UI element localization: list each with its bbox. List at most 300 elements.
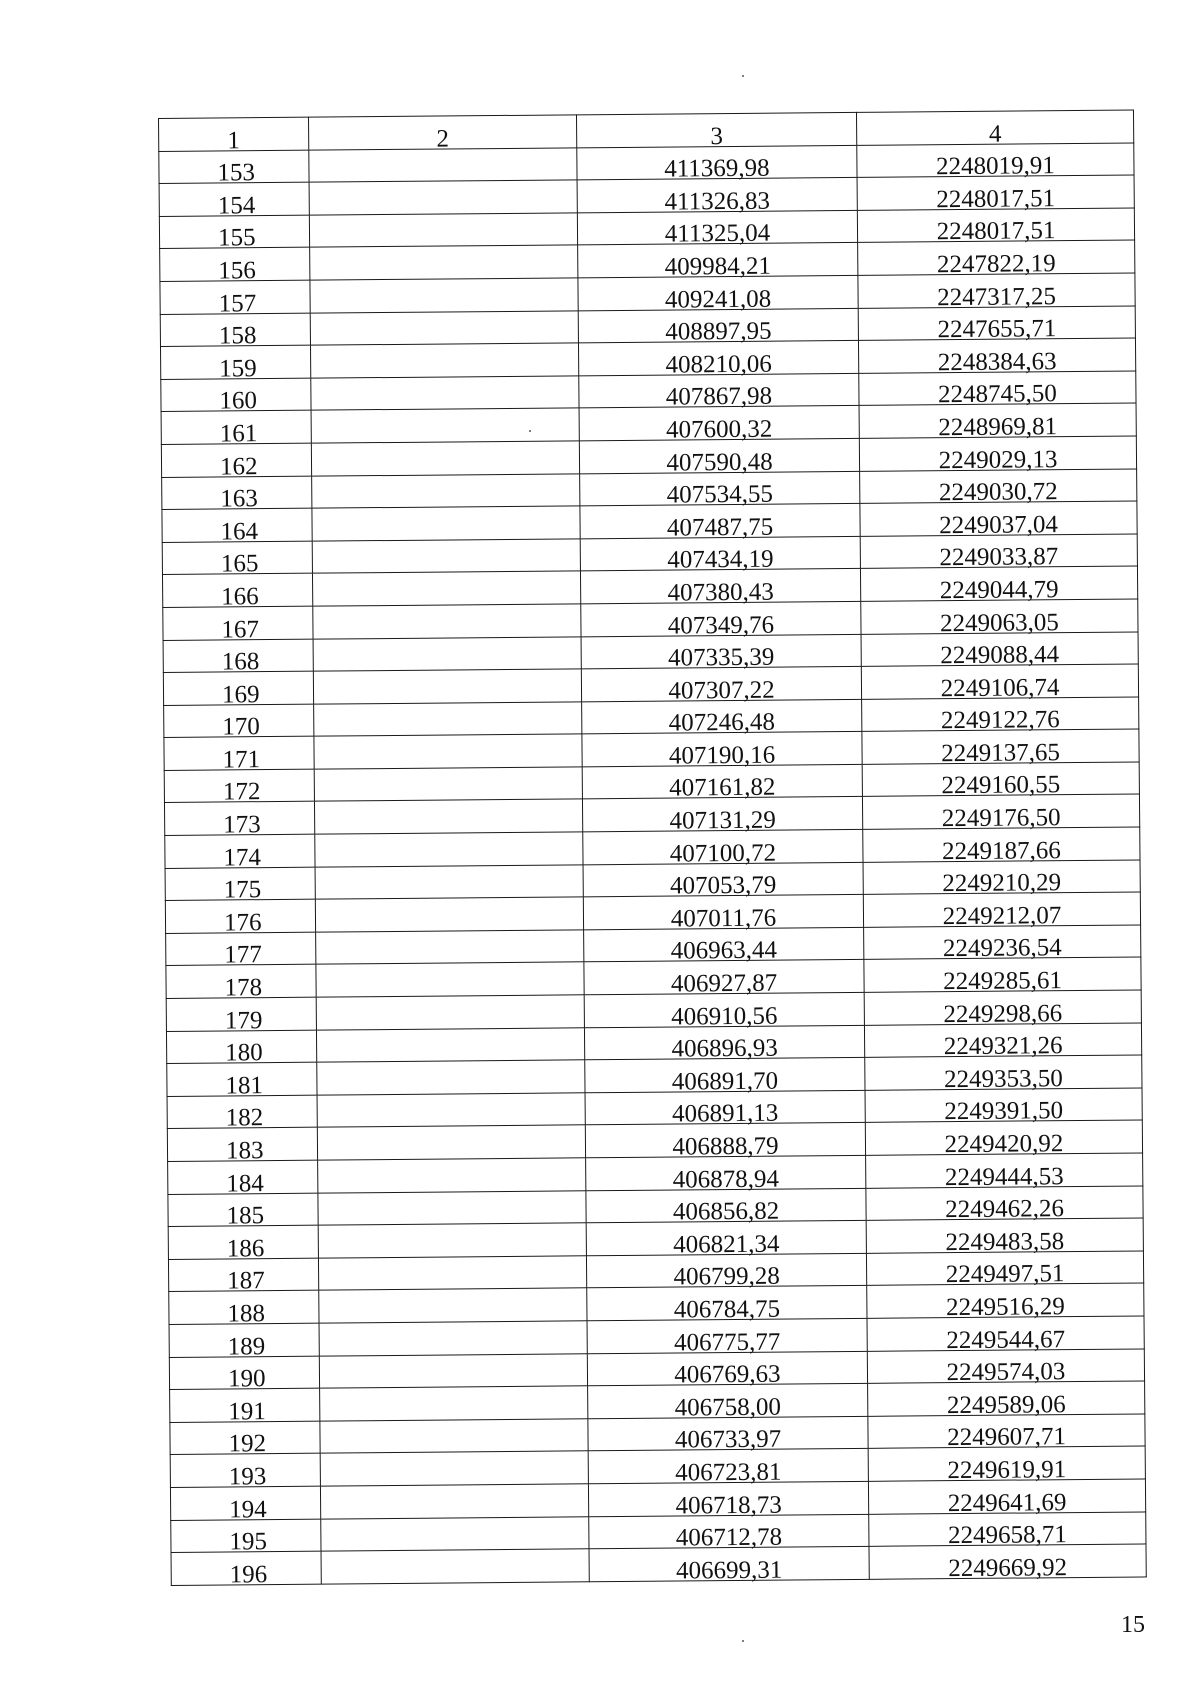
table-cell: [169, 1291, 319, 1328]
header-cell: [576, 112, 856, 150]
cell-value: 2249029,13: [938, 445, 1058, 474]
table-cell: [310, 310, 578, 345]
cell-value: 196: [229, 1560, 268, 1589]
table-cell: [312, 539, 580, 574]
cell-value: 406891,13: [671, 1100, 779, 1128]
table-cell: [311, 376, 579, 411]
table-cell: [857, 175, 1134, 213]
table-cell: [859, 403, 1136, 442]
table-cell: [317, 1125, 585, 1160]
cell-value: 407307,22: [668, 676, 775, 705]
cell-value: 407434,19: [667, 545, 774, 574]
table-cell: [168, 1258, 318, 1295]
cell-value: 407380,43: [667, 578, 774, 607]
header-label: 1: [227, 126, 241, 154]
table-cell: [319, 1353, 587, 1388]
table-cell: [312, 473, 580, 508]
table-cell: [168, 1225, 318, 1263]
header-label: 3: [710, 122, 724, 150]
cell-value: 2249298,66: [943, 999, 1063, 1028]
table-cell: [161, 443, 311, 481]
table-cell: [579, 438, 859, 477]
header-cell: [159, 117, 309, 154]
cell-value: 406910,56: [671, 1002, 778, 1031]
cell-value: 406784,75: [673, 1295, 781, 1324]
table-cell: [167, 1062, 317, 1100]
cell-value: 180: [225, 1039, 263, 1067]
table-cell: [310, 278, 578, 313]
cell-value: 188: [227, 1300, 266, 1328]
cell-value: 2249658,71: [947, 1521, 1067, 1550]
table-cell: [318, 1256, 586, 1291]
table-cell: [160, 248, 310, 285]
table-cell: [311, 441, 579, 476]
cell-value: 184: [226, 1169, 264, 1198]
cell-value: 2249160,55: [941, 771, 1061, 800]
cell-value: 172: [222, 778, 261, 806]
cell-value: 169: [221, 680, 260, 709]
table-cell: [309, 147, 577, 182]
header-label: 4: [988, 120, 1002, 148]
table-cell: [584, 960, 864, 998]
cell-value: 179: [224, 1006, 263, 1035]
table-cell: [866, 1251, 1143, 1289]
cell-value: 411325,04: [664, 220, 771, 248]
cell-value: 191: [228, 1397, 266, 1426]
cell-value: 160: [219, 387, 258, 415]
cell-value: 2249037,04: [939, 510, 1059, 539]
table-cell: [869, 1511, 1146, 1550]
table-cell: [584, 927, 864, 965]
cell-value: 407161,82: [669, 774, 776, 803]
table-cell: [863, 860, 1140, 898]
table-cell: [581, 666, 861, 705]
cell-value: 2249497,51: [945, 1260, 1065, 1289]
table-cell: [159, 182, 309, 220]
table-cell: [585, 1123, 865, 1161]
table-cell: [583, 829, 863, 868]
cell-value: 164: [220, 517, 259, 546]
cell-value: 177: [224, 941, 262, 969]
table-cell: [861, 599, 1138, 637]
table-cell: [161, 411, 311, 448]
cell-value: 2249137,65: [941, 739, 1061, 768]
table-cell: [863, 827, 1140, 865]
table-cell: [868, 1381, 1145, 1419]
cell-value: 408210,06: [665, 350, 772, 379]
table-cell: [579, 373, 859, 411]
table-cell: [580, 536, 860, 574]
cell-value: 2249106,74: [940, 673, 1060, 702]
table-cell: [582, 699, 862, 737]
table-cell: [162, 573, 312, 611]
table-cell: [313, 636, 581, 671]
table-cell: [586, 1155, 866, 1194]
cell-value: 2247317,25: [937, 282, 1057, 311]
cell-value: 406758,00: [674, 1393, 782, 1422]
cell-value: 195: [229, 1528, 268, 1556]
table-cell: [864, 990, 1141, 1028]
table-cell: [577, 178, 857, 216]
table-cell: [316, 1027, 584, 1062]
table-cell: [160, 345, 310, 383]
cell-value: 162: [219, 452, 258, 481]
table-cell: [163, 639, 313, 676]
table-cell: [314, 767, 582, 802]
cell-value: 2249212,07: [942, 901, 1062, 931]
table-cell: [866, 1153, 1143, 1191]
table-cell: [861, 664, 1138, 702]
cell-value: 406896,93: [671, 1034, 778, 1063]
table-cell: [579, 406, 859, 444]
table-cell: [577, 145, 857, 183]
table-cell: [314, 799, 582, 834]
cell-value: 2249088,44: [940, 641, 1060, 670]
table-cell: [588, 1449, 868, 1487]
table-cell: [868, 1414, 1145, 1452]
table-cell: [164, 769, 314, 806]
page-number: 15: [1121, 1612, 1145, 1638]
table-cell: [313, 669, 581, 704]
cell-value: 163: [220, 485, 258, 513]
scan-speck: [742, 75, 744, 77]
cell-value: 166: [221, 583, 259, 611]
table-cell: [168, 1160, 318, 1198]
table-cell: [588, 1481, 868, 1520]
cell-value: 2249122,76: [940, 706, 1060, 735]
cell-value: 186: [226, 1234, 265, 1263]
table-cell: [587, 1351, 867, 1389]
table-cell: [864, 957, 1141, 996]
table-cell: [866, 1186, 1143, 1224]
table-cell: [586, 1221, 866, 1259]
cell-value: 407011,76: [670, 904, 777, 933]
cell-value: 408897,95: [665, 317, 772, 346]
table-cell: [165, 834, 315, 872]
table-cell: [582, 732, 862, 770]
table-cell: [169, 1323, 319, 1361]
table-cell: [578, 308, 858, 346]
table-cell: [582, 764, 862, 803]
table-cell: [858, 240, 1135, 279]
table-cell: [159, 215, 309, 252]
table-cell: [859, 371, 1136, 409]
table-cell: [587, 1286, 867, 1324]
table-cell: [583, 895, 863, 933]
cell-value: 406878,94: [672, 1165, 780, 1194]
table-cell: [577, 210, 857, 248]
table-cell: [866, 1218, 1143, 1256]
cell-value: 2249444,53: [944, 1162, 1064, 1191]
table-cell: [586, 1188, 866, 1226]
cell-value: 411326,83: [664, 187, 771, 216]
table-cell: [320, 1386, 588, 1421]
table-body: [159, 110, 1147, 1589]
table-cell: [162, 508, 312, 546]
cell-value: 2247822,19: [936, 250, 1056, 279]
table-cell: [316, 995, 584, 1030]
cell-value: 2248017,51: [936, 217, 1056, 246]
table-cell: [166, 997, 316, 1035]
cell-value: 409984,21: [664, 252, 772, 281]
cell-value: 2249589,06: [946, 1390, 1066, 1419]
table-cell: [162, 541, 312, 578]
cell-value: 2248745,50: [937, 380, 1057, 409]
cell-value: 2248017,51: [936, 184, 1056, 213]
header-cell: [308, 115, 576, 153]
cell-value: 156: [218, 257, 256, 285]
cell-value: 407190,16: [668, 741, 776, 770]
table-cell: [863, 892, 1140, 931]
table-cell: [167, 1095, 317, 1132]
table-cell: [159, 150, 309, 187]
cell-value: 2249619,91: [947, 1456, 1067, 1485]
table-cell: [865, 1088, 1142, 1126]
cell-value: 190: [227, 1365, 266, 1393]
cell-value: 159: [219, 354, 257, 383]
cell-value: 194: [229, 1495, 267, 1523]
table-cell: [858, 338, 1135, 376]
table-cell: [585, 1090, 865, 1128]
cell-value: 167: [221, 615, 260, 643]
table-cell: [170, 1453, 320, 1491]
table-cell: [580, 569, 860, 607]
cell-value: 2249607,71: [947, 1423, 1067, 1452]
table-cell: [858, 273, 1135, 311]
cell-value: 165: [220, 550, 259, 578]
cell-value: 154: [217, 191, 256, 220]
table-cell: [320, 1419, 588, 1454]
cell-value: 2249516,29: [945, 1293, 1065, 1322]
table-cell: [161, 378, 311, 415]
cell-value: 407600,32: [665, 415, 773, 444]
table-cell: [864, 1023, 1141, 1061]
cell-value: 406888,79: [672, 1132, 779, 1161]
table-cell: [584, 992, 864, 1031]
cell-value: 171: [222, 746, 261, 774]
cell-value: 406927,87: [670, 969, 778, 998]
table-cell: [309, 213, 577, 248]
table-cell: [318, 1158, 586, 1193]
table-cell: [171, 1551, 321, 1589]
table-cell: [588, 1416, 868, 1454]
cell-value: 2249574,03: [946, 1358, 1066, 1387]
table-cell: [581, 601, 861, 640]
cell-value: 406712,78: [675, 1523, 783, 1552]
cell-value: 155: [217, 224, 256, 252]
cell-value: 168: [221, 648, 260, 676]
cell-value: 175: [223, 876, 262, 904]
cell-value: 2249187,66: [941, 836, 1061, 865]
table-cell: [862, 794, 1139, 833]
table-cell: [587, 1318, 867, 1357]
cell-value: 170: [222, 713, 260, 741]
table-cell: [588, 1384, 868, 1422]
table-cell: [321, 1516, 589, 1551]
table-cell: [860, 566, 1137, 605]
cell-value: 406769,63: [674, 1360, 781, 1389]
header-cell: [856, 110, 1133, 148]
table-cell: [581, 634, 861, 672]
table-cell: [170, 1486, 320, 1523]
cell-value: 2249210,29: [942, 869, 1062, 898]
table-cell: [868, 1479, 1145, 1517]
table-cell: [166, 1030, 316, 1067]
table-cell: [318, 1190, 586, 1225]
cell-value: 406821,34: [673, 1230, 780, 1259]
table-cell: [314, 734, 582, 769]
table-cell: [311, 408, 579, 443]
table-cell: [580, 504, 860, 542]
cell-value: 182: [225, 1104, 264, 1132]
table-cell: [862, 697, 1139, 735]
table-cell: [169, 1356, 319, 1393]
cell-value: 406723,81: [675, 1458, 782, 1487]
cell-value: 181: [225, 1071, 264, 1100]
cell-value: 2249483,58: [945, 1227, 1065, 1256]
cell-value: 409241,08: [664, 285, 772, 314]
cell-value: 407349,76: [667, 611, 775, 640]
cell-value: 2249391,50: [944, 1097, 1064, 1126]
table-cell: [859, 436, 1136, 474]
cell-value: 2247655,71: [937, 315, 1057, 344]
cell-value: 406733,97: [674, 1425, 782, 1454]
cell-value: 161: [219, 420, 258, 448]
cell-value: 173: [223, 811, 261, 839]
table-cell: [318, 1223, 586, 1258]
table-cell: [164, 736, 314, 774]
header-label: 2: [436, 125, 450, 153]
table-cell: [312, 506, 580, 541]
coordinates-table: [158, 109, 1147, 1589]
cell-value: 2248384,63: [937, 347, 1057, 376]
cell-value: 2249321,26: [943, 1032, 1063, 1061]
table-cell: [316, 930, 584, 965]
cell-value: 407534,55: [666, 480, 774, 509]
table-cell: [857, 143, 1134, 181]
table-cell: [589, 1546, 869, 1585]
cell-value: 406799,28: [673, 1262, 780, 1291]
table-cell: [315, 864, 583, 899]
cell-value: 2249353,50: [943, 1064, 1063, 1093]
table-cell: [585, 1058, 865, 1096]
cell-value: 406699,31: [675, 1556, 783, 1585]
table-cell: [164, 704, 314, 741]
cell-value: 407100,72: [669, 839, 777, 868]
cell-value: 411369,98: [664, 154, 770, 183]
table-cell: [166, 965, 316, 1002]
table-cell: [321, 1549, 589, 1584]
table-cell: [864, 925, 1141, 963]
table-cell: [578, 275, 858, 314]
table-cell: [170, 1421, 320, 1458]
table-cell: [316, 962, 584, 997]
table-cell: [310, 245, 578, 280]
table-cell: [865, 1055, 1142, 1093]
table-cell: [163, 606, 313, 643]
table-cell: [319, 1288, 587, 1323]
table-cell: [860, 501, 1137, 539]
cell-value: 406856,82: [672, 1197, 780, 1226]
cell-value: 157: [218, 289, 257, 318]
table-cell: [165, 899, 315, 937]
cell-value: 158: [218, 322, 257, 350]
cell-value: 2249030,72: [938, 478, 1058, 507]
cell-value: 2249669,92: [948, 1553, 1068, 1582]
table-cell: [857, 208, 1134, 246]
table-cell: [163, 671, 313, 709]
table-cell: [867, 1316, 1144, 1354]
table-cell: [313, 604, 581, 639]
cell-value: 2249462,26: [945, 1195, 1065, 1224]
table-cell: [869, 1544, 1146, 1582]
table-cell: [160, 280, 310, 318]
table-cell: [315, 832, 583, 867]
cell-value: 178: [224, 974, 263, 1002]
table-cell: [858, 306, 1135, 344]
table-cell: [171, 1519, 321, 1556]
table-cell: [578, 243, 858, 281]
table-cell: [586, 1253, 866, 1291]
cell-value: 2249063,05: [939, 608, 1059, 637]
table-cell: [317, 1093, 585, 1128]
cell-value: 2249641,69: [947, 1488, 1067, 1517]
cell-value: 185: [226, 1202, 265, 1230]
cell-value: 2249544,67: [946, 1325, 1066, 1354]
cell-value: 407053,79: [669, 871, 777, 900]
table-cell: [861, 631, 1138, 670]
table-cell: [862, 729, 1139, 768]
table-cell: [582, 797, 862, 835]
table-cell: [867, 1283, 1144, 1322]
table-cell: [320, 1451, 588, 1486]
table-cell: [319, 1321, 587, 1356]
cell-value: 407590,48: [666, 448, 773, 477]
table-cell: [310, 343, 578, 378]
cell-value: 2248969,81: [938, 413, 1058, 442]
cell-value: 406963,44: [670, 937, 778, 965]
cell-value: 2249176,50: [941, 804, 1061, 833]
cell-value: 153: [217, 159, 256, 187]
scan-speck: [742, 1640, 744, 1642]
cell-value: 407487,75: [666, 513, 774, 542]
cell-value: 407335,39: [667, 643, 775, 672]
cell-value: 407131,29: [669, 806, 776, 835]
cell-value: 2248019,91: [935, 152, 1055, 181]
cell-value: 2249285,61: [943, 967, 1063, 996]
table-cell: [578, 341, 858, 379]
table-cell: [584, 1025, 864, 1063]
cell-value: 407246,48: [668, 708, 776, 737]
cell-value: 174: [223, 843, 262, 872]
table-cell: [868, 1446, 1145, 1485]
table-cell: [312, 571, 580, 606]
table-cell: [867, 1349, 1144, 1387]
cell-value: 406775,77: [673, 1328, 781, 1357]
cell-value: 2249033,87: [939, 543, 1059, 572]
cell-value: 192: [228, 1430, 267, 1458]
table-cell: [320, 1484, 588, 1519]
cell-value: 406891,70: [671, 1067, 779, 1096]
cell-value: 2249420,92: [944, 1130, 1064, 1159]
cell-value: 183: [225, 1137, 264, 1165]
table-cell: [165, 867, 315, 904]
table-cell: [583, 862, 863, 900]
table-cell: [315, 897, 583, 932]
cell-value: 189: [227, 1332, 266, 1361]
cell-value: 2249044,79: [939, 576, 1059, 605]
table-cell: [580, 471, 860, 509]
